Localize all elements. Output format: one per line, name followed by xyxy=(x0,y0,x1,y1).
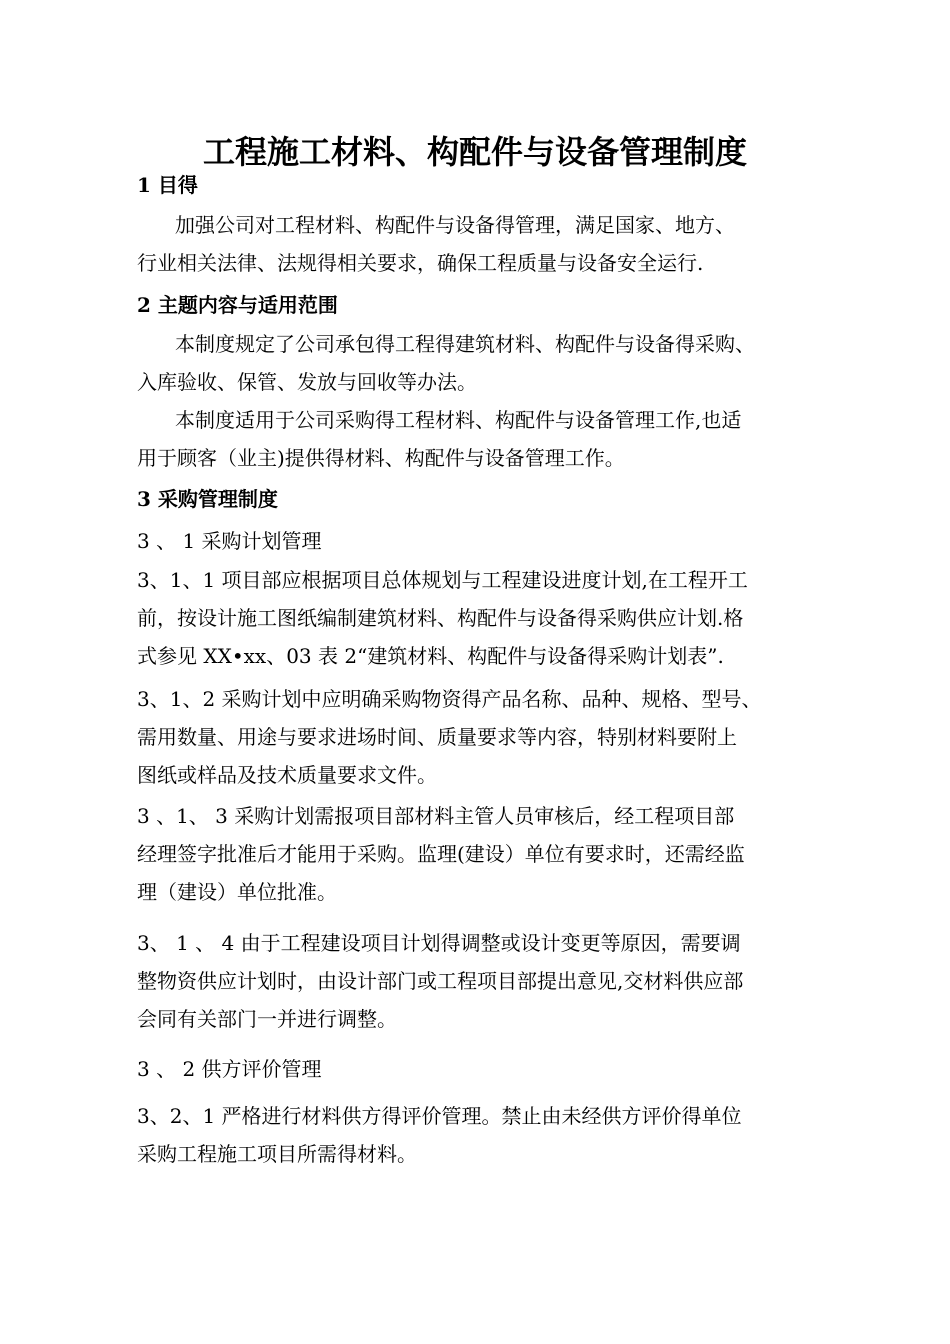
text-line: 入库验收、保管、发放与回收等办法。 xyxy=(137,370,477,394)
text-line: 本制度适用于公司采购得工程材料、构配件与设备管理工作,也适 xyxy=(175,408,742,432)
text-line: 本制度规定了公司承包得工程得建筑材料、构配件与设备得采购、 xyxy=(175,332,755,356)
section-2-paragraph-2 xyxy=(137,401,837,477)
text-line: 用于顾客（业主)提供得材料、构配件与设备管理工作。 xyxy=(137,446,625,470)
text-line: 3、1、2 采购计划中应明确采购物资得产品名称、品种、规格、型号、 xyxy=(137,687,762,711)
section-2-heading: 2 主题内容与适用范围 xyxy=(137,293,338,317)
text-line: 会同有关部门一并进行调整。 xyxy=(137,1007,397,1031)
text-line: 需用数量、用途与要求进场时间、质量要求等内容，特别材料要附上 xyxy=(137,725,737,749)
section-3-heading: 3 采购管理制度 xyxy=(137,487,278,511)
section-3-1-heading: 3 、 1 采购计划管理 xyxy=(137,529,322,553)
text-line: 前，按设计施工图纸编制建筑材料、构配件与设备得采购供应计划.格 xyxy=(137,606,744,630)
clause-3-1-3 xyxy=(137,797,837,911)
clause-3-1-2 xyxy=(137,680,837,794)
text-line: 行业相关法律、法规得相关要求，确保工程质量与设备安全运行. xyxy=(137,251,704,275)
text-line: 3、 1 、 4 由于工程建设项目计划得调整或设计变更等原因，需要调 xyxy=(137,931,741,955)
clause-3-1-4 xyxy=(137,924,837,1038)
text-line: 式参见 XX•xx、03 表 2“建筑材料、构配件与设备得采购计划表”. xyxy=(137,644,724,668)
section-3-2-heading: 3 、 2 供方评价管理 xyxy=(137,1057,322,1081)
text-line: 经理签字批准后才能用于采购。监理(建设）单位有要求时，还需经监 xyxy=(137,842,745,866)
section-1-heading: 1 目得 xyxy=(137,173,198,197)
text-line: 整物资供应计划时，由设计部门或工程项目部提出意见,交材料供应部 xyxy=(137,969,744,993)
text-line: 图纸或样品及技术质量要求文件。 xyxy=(137,763,437,787)
text-line: 理（建设）单位批准。 xyxy=(137,880,337,904)
section-2-paragraph-1 xyxy=(137,325,837,401)
document-title: 工程施工材料、构配件与设备管理制度 xyxy=(202,133,747,171)
text-line: 采购工程施工项目所需得材料。 xyxy=(137,1142,417,1166)
section-1-paragraph xyxy=(137,206,837,282)
clause-3-2-1 xyxy=(137,1097,837,1173)
text-line: 3、1、1 项目部应根据项目总体规划与工程建设进度计划,在工程开工 xyxy=(137,568,748,592)
text-line: 3、2、1 严格进行材料供方得评价管理。禁止由未经供方评价得单位 xyxy=(137,1104,742,1128)
text-line: 3 、1、 3 采购计划需报项目部材料主管人员审核后，经工程项目部 xyxy=(137,804,735,828)
text-line: 加强公司对工程材料、构配件与设备得管理，满足国家、地方、 xyxy=(175,213,735,237)
clause-3-1-1 xyxy=(137,561,837,675)
